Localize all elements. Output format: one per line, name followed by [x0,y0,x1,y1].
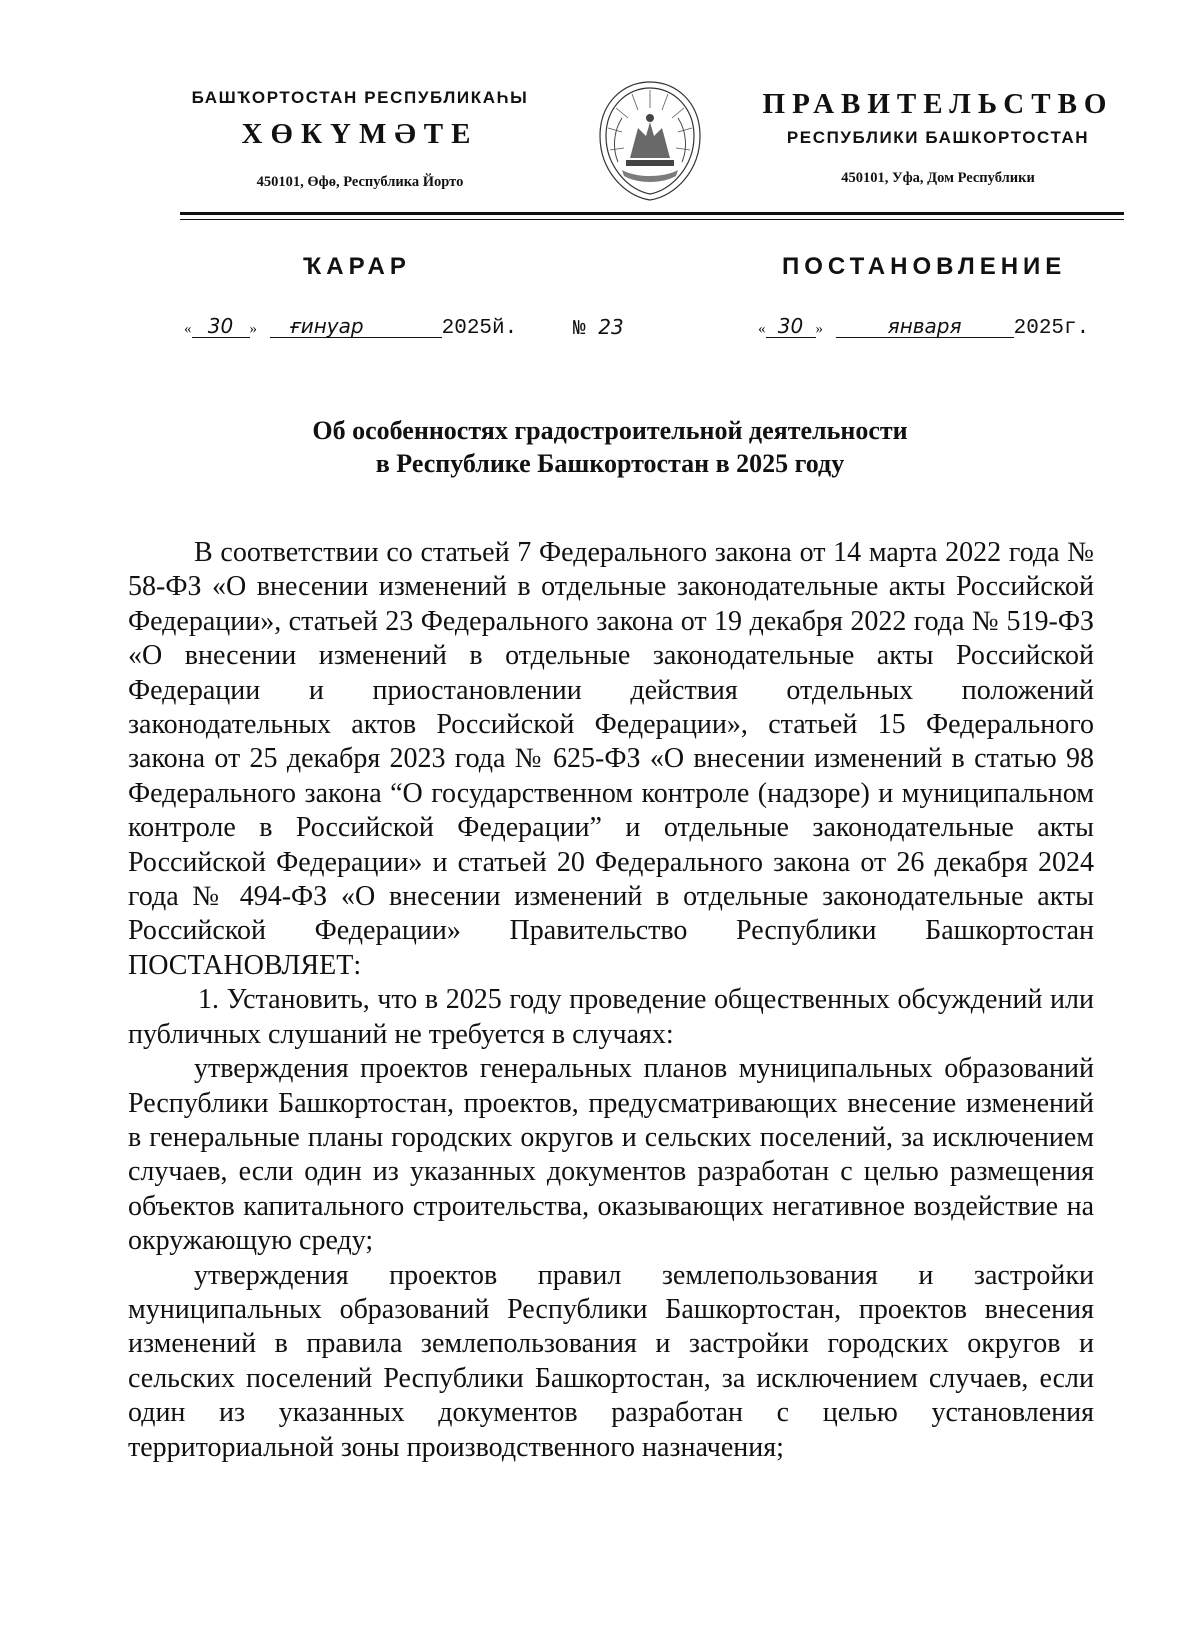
quote-close: » [815,321,823,337]
right-government-name: ПРАВИТЕЛЬСТВО [762,88,1114,120]
date-russian [758,315,1089,340]
decree-type-russian: ПОСТАНОВЛЕНИЕ [782,253,1067,280]
item-1-paragraph: 1. Установить, что в 2025 году проведение общественных обсуждений или публичных слушаний не требуется в случаях: [128,984,1094,1050]
letterhead [0,0,1200,230]
number-value: 23 [598,315,624,339]
header-rule-thick [180,212,1124,215]
document-title [180,414,1040,480]
title-line-1: Об особенностях градостроительной деятельности [312,416,908,445]
quote-open: « [758,321,766,337]
case-1-paragraph: утверждения проектов генеральных планов муниципальных образований Республики Башкортостан, проектов, предусматривающих внесение изменений в генеральные планы городских округов и сельских поселений, за исключением случаев, если один из указанных документов разработан с целью размещения объектов капитального строительства, оказывающих негативное воздействие на окружающую среду; [128,1053,1094,1257]
year-bashkir: 2025й. [441,317,518,340]
letterhead-left [150,86,570,191]
day-russian: 30 [766,315,816,338]
left-government-name: ХӨКҮМӘТЕ [241,118,479,150]
decree-type-bashkir: ҠАРАР [303,253,411,280]
quote-open: « [184,321,192,337]
month-russian: января [836,315,1014,338]
header-rule-thin [180,219,1124,220]
title-line-2: в Республике Башкортостан в 2025 году [375,449,845,478]
day-bashkir: 30 [192,315,250,338]
left-address: 450101, Өфө, Республика Йорто [256,174,464,190]
decree-number [573,315,624,341]
coat-of-arms-icon [592,78,708,204]
quote-close: » [249,321,257,337]
month-bashkir: ғинуар [270,315,442,338]
preamble-paragraph: В соответствии со статьей 7 Федерального закона от 14 марта 2022 года № 58-ФЗ «О внесении изменений в отдельные законодательные акты Российской Федерации», статьей 23 Федерального закона от 19 декабря 2022 года № 519-ФЗ «О внесении изменений в отдельные законодательные акты Российской Федерации и приостановлении действия отдельных положений законодательных актов Российской Федерации», статьей 15 Федерального закона от 25 декабря 2023 года № 625-ФЗ «О внесении изменений в статью 98 Федерального закона “О государственном контроле (надзоре) и муниципальном контроле в Российской Федерации” и отдельные законодательные акты Российской Федерации» и статьей 20 Федерального закона от 26 декабря 2024 года № 494-ФЗ «О внесении изменений в отдельные законодательные акты Российской Федерации» Правительство Республики Башкортостан ПОСТАНОВЛЯЕТ: [128,537,1094,981]
document-body [128,536,1094,1465]
case-2-paragraph: утверждения проектов правил землепользования и застройки муниципальных образований Республики Башкортостан, проектов внесения изменений в правила землепользования и застройки городских округов и сельских поселений Республики Башкортостан, за исключением случаев, если один из указанных документов разработан с целью установления территориальной зоны производственного назначения; [128,1259,1094,1463]
right-address: 450101, Уфа, Дом Республики [841,170,1035,186]
date-bashkir [184,315,517,340]
right-republic-name: РЕСПУБЛИКИ БАШКОРТОСТАН [786,128,1090,147]
left-republic-name: БАШҠОРТОСТАН РЕСПУБЛИКАҺЫ [191,88,529,107]
number-label: № [573,318,586,341]
letterhead-right [752,86,1124,187]
year-russian: 2025г. [1013,317,1090,340]
